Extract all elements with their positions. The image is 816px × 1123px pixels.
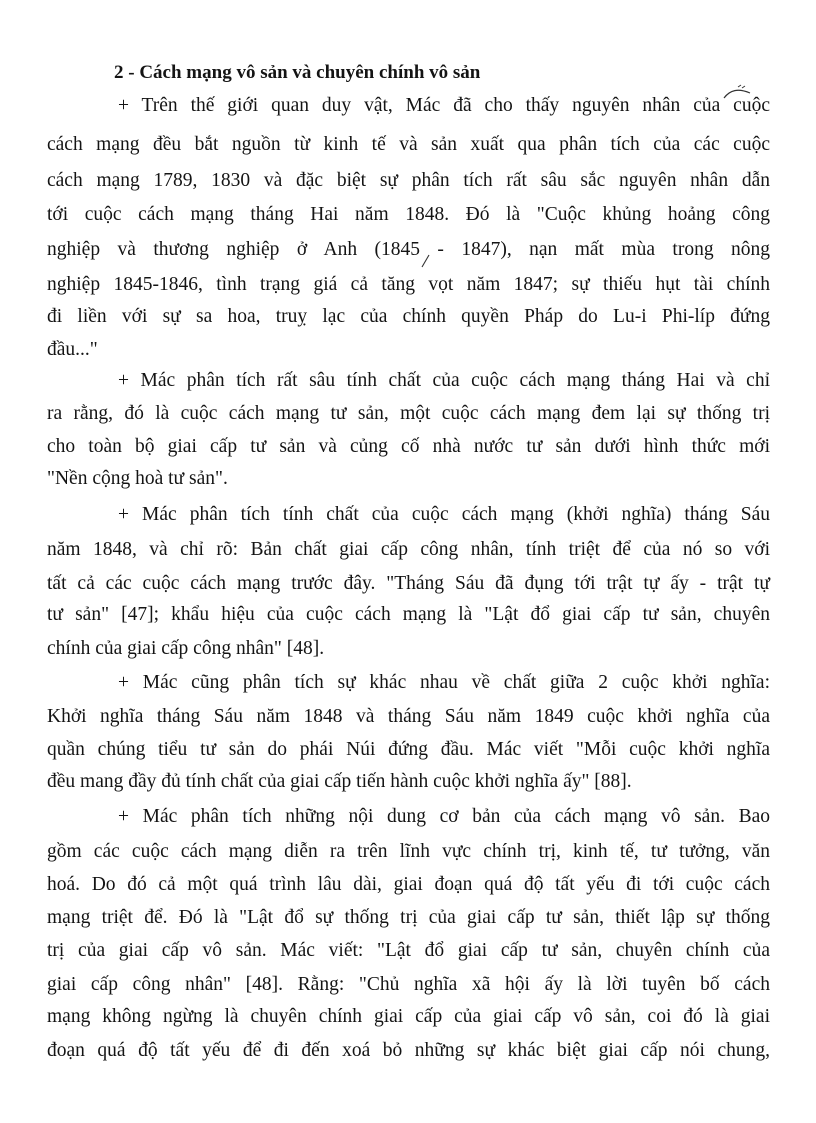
paragraph-line: + Mác phân tích rất sâu tính chất của cuộc cách mạng tháng Hai và chỉ: [118, 370, 770, 391]
handwritten-correction-mark: [720, 84, 760, 104]
handwritten-tick-mark: [420, 254, 432, 268]
paragraph-line: gồm các cuộc cách mạng diễn ra trên lĩnh vực chính trị, kinh tế, tư tưởng, văn: [47, 841, 770, 862]
paragraph-line: + Mác phân tích những nội dung cơ bản của cách mạng vô sản. Bao: [118, 806, 770, 827]
paragraph-line: tới cuộc cách mạng tháng Hai năm 1848. Đó là "Cuộc khủng hoảng công: [47, 204, 770, 225]
paragraph-line: + Mác cũng phân tích sự khác nhau về chất giữa 2 cuộc khởi nghĩa:: [118, 672, 770, 693]
paragraph-line: "Nền cộng hoà tư sản".: [47, 468, 228, 489]
paragraph-line: quần chúng tiểu tư sản do phái Núi đứng đầu. Mác viết "Mỗi cuộc khởi nghĩa: [47, 739, 770, 760]
paragraph-line: ra rằng, đó là cuộc cách mạng tư sản, một cuộc cách mạng đem lại sự thống trị: [47, 403, 770, 424]
section-heading: 2 - Cách mạng vô sản và chuyên chính vô sản: [114, 62, 481, 83]
paragraph-line: giai cấp công nhân" [48]. Rằng: "Chủ nghĩa xã hội ấy là lời tuyên bố cách: [47, 974, 770, 995]
paragraph-line: tư sản" [47]; khẩu hiệu của cuộc cách mạng là "Lật đổ giai cấp tư sản, chuyên: [47, 604, 770, 625]
paragraph-line: + Trên thế giới quan duy vật, Mác đã cho thấy nguyên nhân của cuộc: [118, 95, 770, 116]
paragraph-line: cách mạng 1789, 1830 và đặc biệt sự phân tích rất sâu sắc nguyên nhân dẫn: [47, 170, 770, 191]
paragraph-line: tất cả các cuộc cách mạng trước đây. "Tháng Sáu đã đụng tới trật tự ấy - trật tự: [47, 573, 770, 594]
paragraph-line: mạng triệt để. Đó là "Lật đổ sự thống trị của giai cấp tư sản, thiết lập sự thống: [47, 907, 770, 928]
paragraph-line: hoá. Do đó cả một quá trình lâu dài, giai đoạn quá độ tất yếu đi tới cuộc cách: [47, 874, 770, 895]
paragraph-line: đoạn quá độ tất yếu để đi đến xoá bỏ những sự khác biệt giai cấp nói chung,: [47, 1040, 770, 1061]
paragraph-line: + Mác phân tích tính chất của cuộc cách mạng (khởi nghĩa) tháng Sáu: [118, 504, 770, 525]
paragraph-line: mạng không ngừng là chuyên chính giai cấp của giai cấp vô sản, coi đó là giai: [47, 1006, 770, 1027]
paragraph-line: năm 1848, và chỉ rõ: Bản chất giai cấp công nhân, tính triệt để của nó so với: [47, 539, 770, 560]
paragraph-line: chính của giai cấp công nhân" [48].: [47, 638, 325, 659]
paragraph-line: Khởi nghĩa tháng Sáu năm 1848 và tháng Sáu năm 1849 cuộc khởi nghĩa của: [47, 706, 770, 727]
paragraph-line: đi liền với sự sa hoa, truỵ lạc của chính quyền Pháp do Lu-i Phi-líp đứng: [47, 306, 770, 327]
paragraph-line: cách mạng đều bắt nguồn từ kinh tế và sản xuất qua phân tích của các cuộc: [47, 134, 770, 155]
paragraph-line: trị của giai cấp vô sản. Mác viết: "Lật đổ giai cấp tư sản, chuyên chính của: [47, 940, 770, 961]
paragraph-line: cho toàn bộ giai cấp tư sản và củng cố nhà nước tư sản dưới hình thức mới: [47, 436, 770, 457]
paragraph-line: nghiệp và thương nghiệp ở Anh (1845 - 1847), nạn mất mùa trong nông: [47, 239, 770, 260]
paragraph-line: đều mang đầy đủ tính chất của giai cấp tiến hành cuộc khởi nghĩa ấy" [88].: [47, 771, 632, 792]
paragraph-line: nghiệp 1845-1846, tình trạng giá cả tăng vọt năm 1847; sự thiếu hụt tài chính: [47, 274, 770, 295]
paragraph-line: đầu...": [47, 339, 98, 360]
